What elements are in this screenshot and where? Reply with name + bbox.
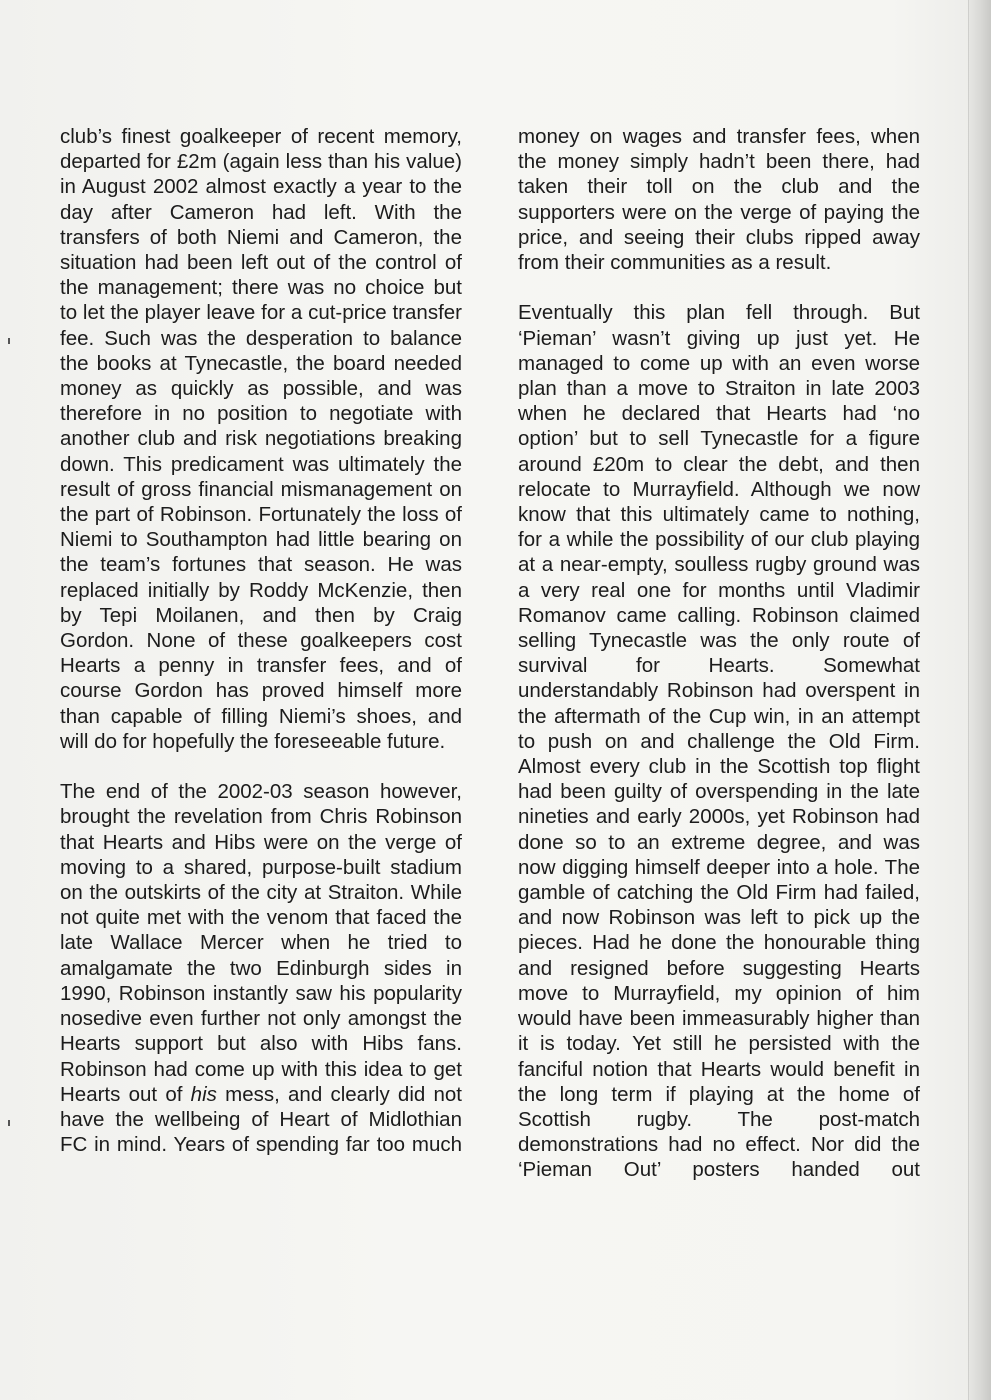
right-paragraph-2 bbox=[518, 300, 920, 1182]
left-paragraph-2-emphasis: his bbox=[190, 1082, 217, 1106]
left-paragraph-1 bbox=[60, 124, 462, 754]
left-paragraph-1-text: club’s finest goalkeeper of recent memory, departed for £2m (again less than his value) in August 2002 almost exactly a year to the day after Cameron had left. With the transfers of both Niemi and Cameron, the situation had been left out of the control of the management; there was no choice but to let the player leave for a cut-price transfer fee. Such was the desperation to balance the books at Tynecastle, the board needed money as quickly as possible, and was therefore in no position to negotiate with another club and risk negotiations breaking down. This predicament was ultimately the result of gross financial mismanagement on the part of Robinson. Fortunately the loss of Niemi to Southampton had little bearing on the team’s fortunes that season. He was replaced initially by Roddy McKenzie, then by Tepi Moilanen, and then by Craig Gordon. None of these goalkeepers cost Hearts a penny in transfer fees, and of course Gordon has proved himself more than capable of filling Niemi’s shoes, and will do for hopefully the foreseeable future. bbox=[60, 125, 462, 753]
left-paragraph-2-text-start: The end of the 2002-03 season however, brought the revelation from Chris Robinson that Hearts and Hibs were on the verge of moving to a shared, purpose-built stadium on the outskirts of the city at Straiton. While not quite met with the venom that faced the late Wallace Mercer when he tried to amalgamate the two Edinburgh sides in 1990, Robinson instantly saw his popularity nosedive even further not only amongst the Hearts support but also with Hibs fans. Robinson had come up with this idea to get Hearts out of bbox=[60, 780, 462, 1106]
right-paragraph-1 bbox=[518, 124, 920, 275]
left-paragraph-2-text-end: mess, and clearly did not have the wellbeing of Heart of Midlothian FC in mind. Years of spending far too much bbox=[60, 1082, 463, 1157]
page-binding-edge bbox=[968, 0, 991, 1400]
right-paragraph-2-text: Eventually this plan fell through. But ‘Pieman’ wasn’t giving up just yet. He managed to come up with an even worse plan than a move to Straiton in late 2003 when he declared that Hearts had ‘no option’ but to sell Tynecastle for a figure around £20m to clear the debt, and then relocate to Murrayfield. Although we now know that this ultimately came to nothing, for a while the possibility of our club playing at a near-empty, soulless rugby ground was a very real one for months until Vladimir Romanov came calling. Robinson claimed selling Tynecastle was the only route of survival for Hearts. Somewhat understandably Robinson had overspent in the aftermath of the Cup win, in an attempt to push on and challenge the Old Firm. Almost every club in the Scottish top flight had been guilty of overspending in the late nineties and early 2000s, yet Robinson had done so to an extreme degree, and was now digging himself deeper into a hole. The gamble of catching the Old Firm had failed, and now Robinson was left to pick up the pieces. Had he done the honourable thing and resigned before suggesting Hearts move to Murrayfield, my opinion of him would have been immeasurably higher than it is today. Yet still he persisted with the fanciful notion that Hearts would benefit in the long term if playing at the home of Scottish rugby. The post-match demonstrations had no effect. Nor did the ‘Pieman Out’ posters handed out bbox=[518, 301, 920, 1182]
margin-mark bbox=[8, 338, 10, 344]
margin-mark bbox=[8, 1120, 10, 1126]
right-paragraph-1-text: money on wages and transfer fees, when the money simply hadn’t been there, had taken their toll on the club and the supporters were on the verge of paying the price, and seeing their clubs ripped away from their communities as a result. bbox=[518, 125, 920, 275]
right-column bbox=[518, 124, 920, 1183]
left-paragraph-2 bbox=[60, 779, 462, 1157]
left-column bbox=[60, 124, 462, 1157]
